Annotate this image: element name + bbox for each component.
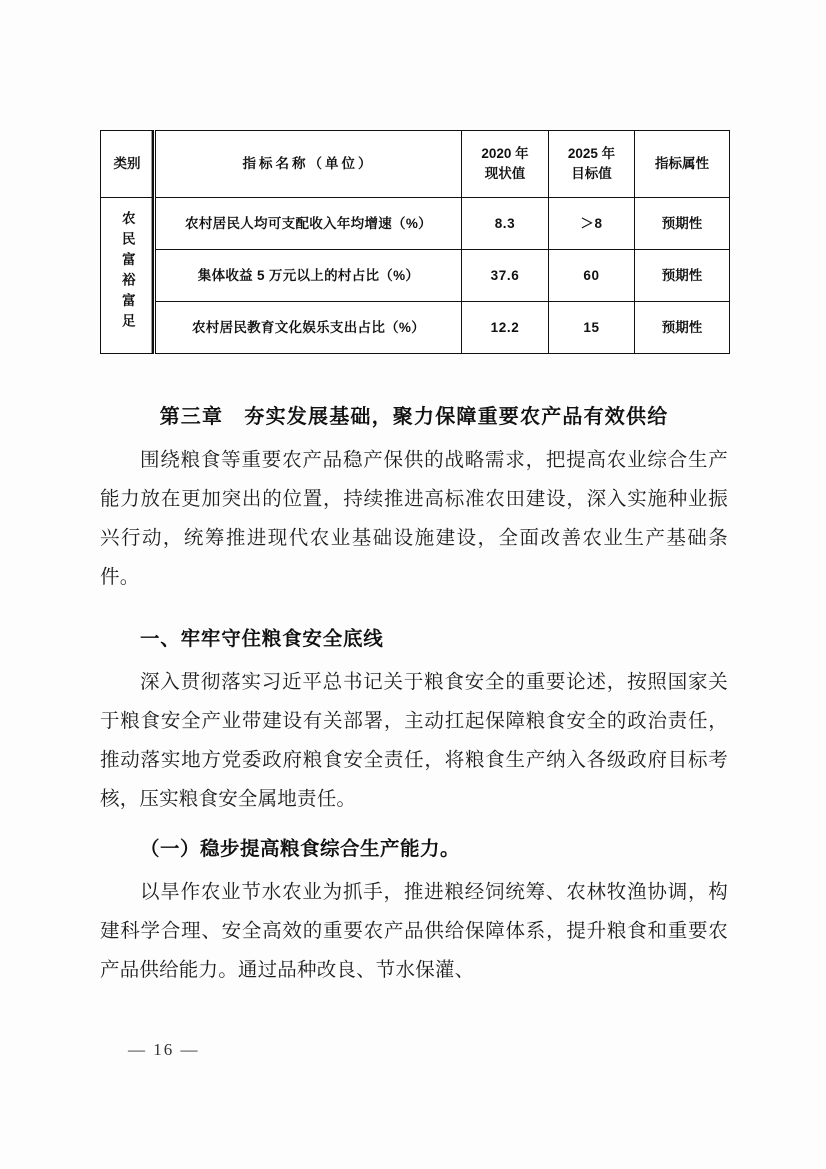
table-row	[101, 302, 730, 354]
table-header	[101, 131, 730, 198]
table-row	[101, 250, 730, 302]
column-header-indicator-name: 指标名称（单位）	[155, 131, 462, 198]
column-header-current-value-year: 2020 年	[481, 146, 529, 162]
section-one-paragraph: 深入贯彻落实习近平总书记关于粮食安全的重要论述，按照国家关于粮食安全产业带建设有关部署，主动扛起保障粮食安全的政治责任，推动落实地方党委政府粮食安全责任，将粮食生产纳入各级政府目标考核，压实粮食安全属地责任。	[100, 672, 728, 810]
indicator-current-value: 12.2	[462, 302, 549, 354]
indicator-current-value: 37.6	[462, 250, 549, 302]
indicator-target-value: 60	[549, 250, 635, 302]
subsection-heading-one: （一）稳步提高粮食综合生产能力。	[140, 838, 461, 860]
table-body	[101, 198, 730, 354]
column-header-target-value	[549, 131, 635, 198]
chapter-title: 第三章 夯实发展基础，聚力保障重要农产品有效供给	[159, 406, 669, 428]
column-header-target-value-year: 2025 年	[567, 146, 616, 162]
column-header-current-value	[462, 131, 549, 198]
table-header-row	[101, 131, 730, 198]
column-header-attribute: 指标属性	[635, 131, 730, 198]
column-header-target-value-label: 目标值	[571, 166, 612, 181]
indicator-attribute: 预期性	[635, 198, 730, 250]
indicator-target-value: 15	[549, 302, 635, 354]
indicator-name: 集体收益 5 万元以上的村占比（%）	[155, 250, 462, 302]
category-cell	[101, 198, 155, 354]
indicator-current-value: 8.3	[462, 198, 549, 250]
indicator-target-value: ＞8	[549, 198, 635, 250]
page-number: — 16 —	[128, 1040, 200, 1059]
page-content	[100, 130, 728, 990]
column-header-current-value-label: 现状值	[484, 166, 526, 181]
table-row	[101, 198, 730, 250]
section-heading-one: 一、牢牢守住粮食安全底线	[140, 628, 384, 650]
indicator-table	[100, 130, 730, 354]
subsection-one-paragraph: 以旱作农业节水农业为抓手，推进粮经饲统筹、农林牧渔协调，构建科学合理、安全高效的重要农产品供给保障体系，提升粮食和重要农产品供给能力。通过品种改良、节水保灌、	[100, 882, 728, 981]
indicator-name: 农村居民教育文化娱乐支出占比（%）	[155, 302, 462, 354]
indicator-attribute: 预期性	[635, 250, 730, 302]
chapter-intro-paragraph: 围绕粮食等重要农产品稳产保供的战略需求，把提高农业综合生产能力放在更加突出的位置，持续推进高标准农田建设，深入实施种业振兴行动，统筹推进现代农业基础设施建设，全面改善农业生产基础条件。	[100, 450, 728, 588]
category-label: 农民富裕富足	[119, 211, 135, 335]
indicator-attribute: 预期性	[635, 302, 730, 354]
column-header-category: 类别	[101, 131, 155, 198]
indicator-name: 农村居民人均可支配收入年均增速（%）	[155, 198, 462, 250]
